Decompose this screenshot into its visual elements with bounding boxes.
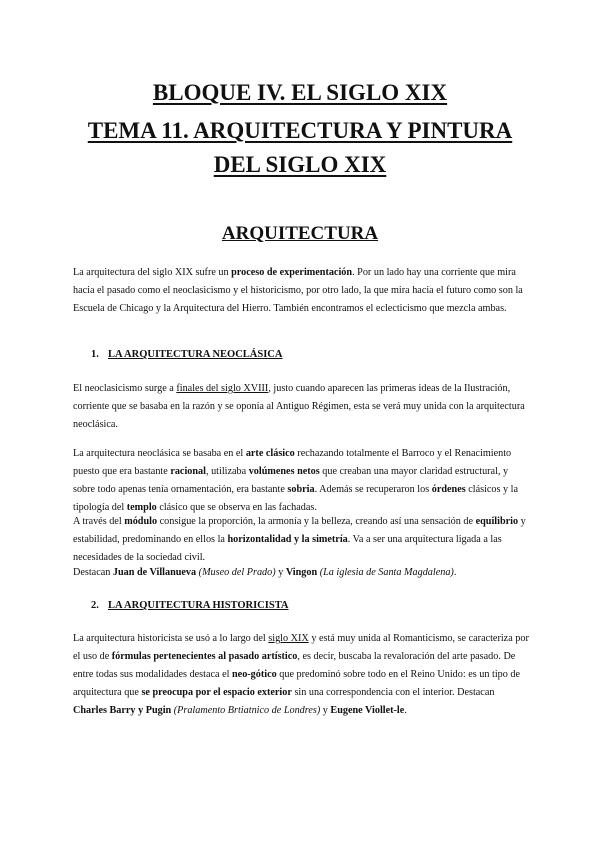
heading-text: LA ARQUITECTURA NEOCLÁSICA (108, 349, 283, 360)
heading-text: LA ARQUITECTURA HISTORICISTA (108, 600, 289, 611)
neo-p2-text-2: rechazando totalmente el Barroco y el Renacimiento puesto que era bastante (73, 448, 512, 477)
neo-p2-text-5: . Además se recuperaron los (314, 484, 432, 495)
neo-p4-text-2: y (275, 567, 286, 578)
neo-p4-text-1: Destacan (73, 567, 113, 578)
neo-p3-text-1: A través del (73, 516, 125, 527)
intro-paragraph (73, 264, 529, 318)
neo-p2-bold-2: racional (170, 466, 206, 477)
neo-p3-bold-1: módulo (124, 516, 158, 527)
neo-p1-text-1: El neoclasicismo surge a (73, 383, 177, 394)
neo-p3-text-3: y estabilidad, predominando en ellos la (73, 516, 526, 545)
neo-p2-bold-3: volúmenes netos (248, 466, 320, 477)
neo-p4-bold-1: Juan de Villanueva (112, 567, 197, 578)
hist-p1-text-2: y está muy unida al Romanticismo, se caracteriza por el uso de (73, 633, 529, 662)
hist-p1-text-6: y (320, 705, 331, 716)
heading-historicista (91, 598, 289, 614)
hist-p1-bold-5: Eugene Viollet-le (330, 705, 405, 716)
hist-p1-text-4: que predominó sobre todo en el Reino Unido: es un tipo de arquitectura que (73, 669, 521, 698)
neo-p2-bold-5: órdenes (431, 484, 466, 495)
neo-p3-bold-2: equilibrio (475, 516, 519, 527)
neo-p2-bold-4: sobria (287, 484, 315, 495)
neo-p3-bold-3: horizontalidad y la simetría (227, 534, 348, 545)
heading-number: 1. (91, 349, 99, 360)
neo-paragraph-3 (73, 513, 529, 567)
neo-p3-text-2: consigue la proporción, la armonía y la belleza, creando así una sensación de (157, 516, 476, 527)
intro-bold-1: proceso de experimentación (231, 267, 353, 278)
neo-p2-text-7: clásico que se observa en las fachadas. (156, 502, 317, 513)
neo-p2-text-4: que creaban una mayor claridad estructural, y sobre todo apenas tenía ornamentación, era bastante (73, 466, 509, 495)
hist-p1-underline-1: siglo XIX (268, 633, 309, 644)
hist-p1-text-5: sin una correspondencia con el interior. Destacan (291, 687, 495, 698)
neo-paragraph-2 (73, 445, 529, 517)
intro-text-1: La arquitectura del siglo XIX sufre un (73, 267, 232, 278)
title-line-3: DEL SIGLO XIX (213, 152, 387, 177)
section-title: ARQUITECTURA (221, 223, 379, 244)
neo-paragraph-1 (73, 380, 529, 434)
title-line-1: BLOQUE IV. EL SIGLO XIX (152, 80, 448, 105)
neo-p1-text-2: , justo cuando aparecen las primeras ideas de la Ilustración, corriente que se basaba en la razón y se oponía al Antiguo Régimen, esta se verá muy unida con la arquitectura neoclásica. (73, 383, 525, 430)
neo-p2-text-3: , utilizaba (205, 466, 249, 477)
neo-p4-text-3: . (453, 567, 457, 578)
hist-p1-bold-4: Charles Barry y Pugin (73, 705, 172, 716)
neo-p4-italic-2: (La iglesia de Santa Magdalena) (317, 567, 454, 578)
hist-paragraph-1 (73, 630, 529, 720)
neo-p3-text-4: . Va a ser una arquitectura ligada a las necesidades de la sociedad civil. (73, 534, 502, 563)
neo-p1-underline-1: finales del siglo XVIII (176, 383, 269, 394)
hist-p1-bold-2: neo-gótico (232, 669, 277, 680)
neo-p2-text-6: clásicos y la tipología del (73, 484, 519, 513)
neo-p2-bold-6: templo (126, 502, 157, 513)
title-line-2: TEMA 11. ARQUITECTURA Y PINTURA (87, 118, 513, 143)
hist-p1-text-7: . (404, 705, 407, 716)
neo-p4-bold-2: Vingon (285, 567, 318, 578)
intro-text-2: . Por un lado hay una corriente que mira hacia el pasado como el neoclasicismo y el historicismo, por otro lado, la que mira hacia el futuro como son la Escuela de Chicago y la Arquitectura del Hierro. También encontramos el eclecticismo que mezcla ambas. (73, 267, 523, 314)
neo-p2-text-1: La arquitectura neoclásica se basaba en el (73, 448, 246, 459)
hist-p1-text-1: La arquitectura historicista se usó a lo largo del (73, 633, 269, 644)
neo-p2-bold-1: arte clásico (245, 448, 295, 459)
hist-p1-bold-1: fórmulas pertenecientes al pasado artístico (111, 651, 298, 662)
neo-p4-italic-1: (Museo del Prado) (196, 567, 276, 578)
heading-number: 2. (91, 600, 99, 611)
hist-p1-bold-3: se preocupa por el espacio exterior (141, 687, 292, 698)
hist-p1-italic-1: (Pralamento Brtiatnico de Londres) (171, 705, 321, 716)
heading-neoclasica (91, 347, 282, 363)
neo-paragraph-4 (73, 564, 529, 582)
hist-p1-text-3: , es decir, buscaba la revaloración del arte pasado. De entre todas sus modalidades destaca el (73, 651, 516, 680)
